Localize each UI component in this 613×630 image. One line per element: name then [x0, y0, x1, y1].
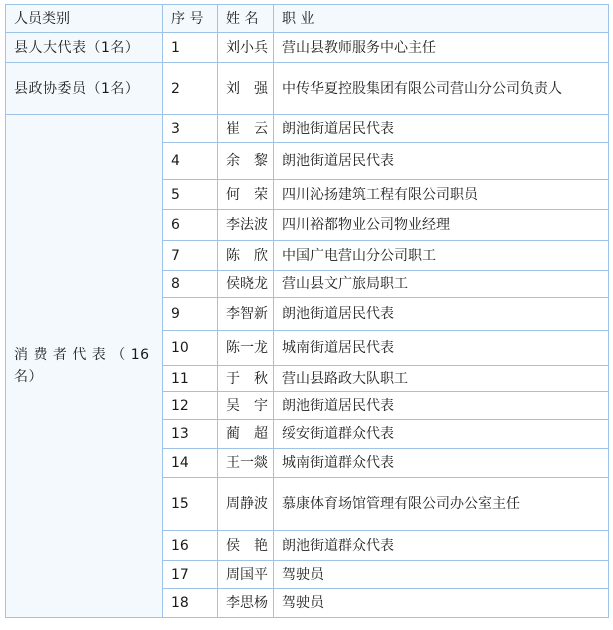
- occupation-cell: 城南街道居民代表: [274, 331, 609, 366]
- number-cell: 18: [163, 589, 218, 618]
- name-cell: 刘小兵: [218, 33, 274, 63]
- members-table: [5, 4, 609, 618]
- number-cell: 6: [163, 210, 218, 241]
- name-cell: 余 黎: [218, 143, 274, 180]
- name-cell: 崔 云: [218, 115, 274, 143]
- occupation-cell: 营山县教师服务中心主任: [274, 33, 609, 63]
- occupation-cell: 朗池街道居民代表: [274, 298, 609, 331]
- number-cell: 17: [163, 561, 218, 589]
- table-row: [6, 63, 609, 115]
- header-occupation: 职 业: [274, 5, 609, 33]
- name-cell: 侯晓龙: [218, 271, 274, 298]
- name-cell: 陈一龙: [218, 331, 274, 366]
- occupation-cell: 朗池街道居民代表: [274, 143, 609, 180]
- category-cell: 消 费 者 代 表 （ 16 名）: [6, 115, 163, 618]
- occupation-cell: 驾驶员: [274, 589, 609, 618]
- name-cell: 何 荣: [218, 180, 274, 210]
- table-header-row: [6, 5, 609, 33]
- occupation-cell: 朗池街道居民代表: [274, 115, 609, 143]
- occupation-cell: 城南街道群众代表: [274, 449, 609, 478]
- number-cell: 8: [163, 271, 218, 298]
- number-cell: 16: [163, 531, 218, 561]
- table-row: [6, 115, 609, 143]
- name-cell: 李智新: [218, 298, 274, 331]
- header-number: 序 号: [163, 5, 218, 33]
- header-category: 人员类别: [6, 5, 163, 33]
- number-cell: 5: [163, 180, 218, 210]
- name-cell: 吴 宇: [218, 392, 274, 420]
- header-name: 姓 名: [218, 5, 274, 33]
- number-cell: 11: [163, 366, 218, 392]
- number-cell: 10: [163, 331, 218, 366]
- occupation-cell: 绥安街道群众代表: [274, 420, 609, 449]
- name-cell: 蔺 超: [218, 420, 274, 449]
- number-cell: 13: [163, 420, 218, 449]
- table-row: [6, 33, 609, 63]
- occupation-cell: 朗池街道群众代表: [274, 531, 609, 561]
- number-cell: 15: [163, 478, 218, 531]
- category-cell: 县人大代表（1名）: [6, 33, 163, 63]
- name-cell: 周静波: [218, 478, 274, 531]
- occupation-cell: 营山县文广旅局职工: [274, 271, 609, 298]
- name-cell: 于 秋: [218, 366, 274, 392]
- occupation-cell: 中传华夏控股集团有限公司营山分公司负责人: [274, 63, 609, 115]
- name-cell: 周国平: [218, 561, 274, 589]
- occupation-cell: 慕康体育场馆管理有限公司办公室主任: [274, 478, 609, 531]
- name-cell: 李法波: [218, 210, 274, 241]
- name-cell: 李思杨: [218, 589, 274, 618]
- name-cell: 王一燚: [218, 449, 274, 478]
- number-cell: 3: [163, 115, 218, 143]
- occupation-cell: 四川沁扬建筑工程有限公司职员: [274, 180, 609, 210]
- number-cell: 7: [163, 241, 218, 271]
- name-cell: 陈 欣: [218, 241, 274, 271]
- number-cell: 4: [163, 143, 218, 180]
- name-cell: 侯 艳: [218, 531, 274, 561]
- name-cell: 刘 强: [218, 63, 274, 115]
- number-cell: 2: [163, 63, 218, 115]
- category-cell: 县政协委员（1名）: [6, 63, 163, 115]
- number-cell: 12: [163, 392, 218, 420]
- occupation-cell: 四川裕都物业公司物业经理: [274, 210, 609, 241]
- number-cell: 14: [163, 449, 218, 478]
- number-cell: 1: [163, 33, 218, 63]
- occupation-cell: 驾驶员: [274, 561, 609, 589]
- occupation-cell: 营山县路政大队职工: [274, 366, 609, 392]
- occupation-cell: 朗池街道居民代表: [274, 392, 609, 420]
- number-cell: 9: [163, 298, 218, 331]
- occupation-cell: 中国广电营山分公司职工: [274, 241, 609, 271]
